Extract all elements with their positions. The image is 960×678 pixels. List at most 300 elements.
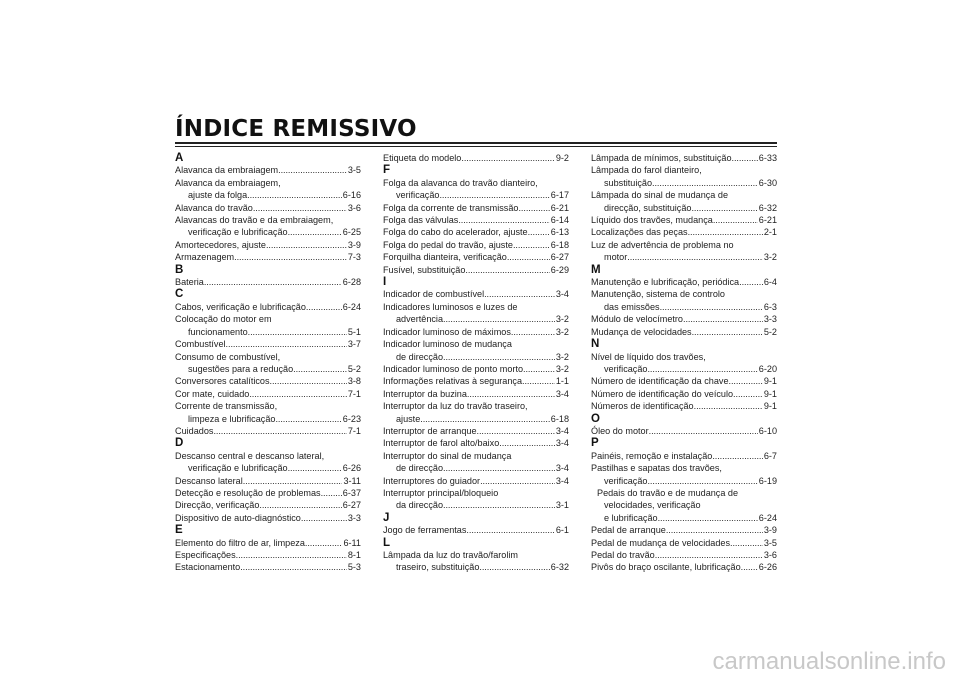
- dot-leader: [253, 202, 347, 214]
- index-entry-text: Indicador luminoso de mudança: [383, 339, 512, 350]
- index-entry: [591, 425, 777, 437]
- index-entry-text: Lâmpada de mínimos, substituição: [591, 153, 732, 163]
- index-entry: [383, 214, 569, 226]
- index-column-1: [175, 152, 361, 574]
- index-entry-page: 3-9: [763, 525, 777, 536]
- index-entry-page: 5-3: [347, 562, 361, 573]
- index-entry-text: Número de identificação da chave: [591, 376, 729, 387]
- index-entry-text: Estacionamento: [175, 562, 241, 573]
- index-entry: [591, 226, 777, 238]
- index-letter-heading: M: [591, 263, 601, 276]
- index-entry-text: Número de identificação do veículo: [591, 388, 734, 399]
- index-entry: [175, 425, 361, 437]
- index-entry-page: 7-1: [347, 388, 361, 399]
- index-letter-heading: L: [383, 536, 391, 549]
- dot-leader: [226, 338, 347, 350]
- index-entry-text: Elemento do filtro de ar, limpeza: [175, 537, 305, 548]
- index-entry-text: velocidades, verificação: [604, 500, 701, 511]
- index-entry-page: 6-27: [342, 500, 361, 511]
- index-entry-text: verificação e lubrificação: [188, 227, 288, 238]
- index-entry-text: Cor mate, cuidado: [175, 388, 250, 399]
- index-entry-text: Óleo do motor: [591, 425, 649, 436]
- index-entry: [591, 313, 777, 325]
- index-entry-text: Módulo de velocímetro: [591, 314, 683, 325]
- dot-leader: [499, 437, 555, 449]
- index-entry-page: 7-1: [347, 425, 361, 436]
- index-entry: [175, 177, 361, 202]
- index-entry-page: 3-6: [763, 550, 777, 560]
- index-entry-page: 6-23: [342, 413, 361, 424]
- index-entry-text: Fusível, substituição: [383, 264, 466, 275]
- index-entry-text: Pedal de arranque: [591, 525, 666, 536]
- index-entry-text: Interruptor da luz do travão traseiro,: [383, 401, 528, 412]
- index-entry: [175, 375, 361, 387]
- index-entry-text: verificação: [396, 190, 440, 201]
- index-entry: [383, 425, 569, 437]
- index-entry: [591, 276, 777, 288]
- index-entry-page: 6-32: [550, 562, 569, 573]
- index-entry: [383, 239, 569, 251]
- index-entry-text: Painéis, remoção e instalação: [591, 450, 713, 461]
- index-entry: [383, 437, 569, 449]
- index-entry-text: Corrente de transmissão,: [175, 401, 278, 412]
- index-entry-text: Forquilha dianteira, verificação: [383, 252, 507, 263]
- index-entry-text: Pedal do travão: [591, 550, 655, 560]
- dot-leader: [513, 239, 550, 251]
- index-entry-text: Interruptor da buzina: [383, 388, 467, 399]
- index-entry-text: Cuidados: [175, 425, 214, 436]
- index-entry: [591, 152, 777, 164]
- index-entry-text: Descanso lateral: [175, 475, 243, 486]
- index-entry-page: 3-4: [555, 425, 569, 436]
- index-column-2: [383, 152, 569, 574]
- index-entry-page: 3-4: [555, 289, 569, 300]
- index-entry: [175, 276, 361, 288]
- index-entry-page: 3-2: [555, 314, 569, 325]
- index-entry-text: Interruptor do sinal de mudança: [383, 450, 512, 461]
- index-entry: [383, 375, 569, 387]
- index-entry-text: Lâmpada da luz do travão/farolim: [383, 550, 518, 560]
- index-entry: [175, 561, 361, 573]
- index-letter-heading: B: [175, 263, 184, 276]
- dot-leader: [741, 561, 758, 573]
- index-entry-text: Descanso central e descanso lateral,: [175, 450, 325, 461]
- index-entry-page: 6-1: [555, 525, 569, 536]
- dot-leader: [647, 475, 757, 487]
- index-entry-page: 6-20: [758, 363, 777, 374]
- dot-leader: [652, 177, 758, 189]
- index-entry-page: 6-14: [550, 215, 569, 226]
- index-entry-page: 3-2: [555, 326, 569, 337]
- dot-leader: [511, 326, 555, 338]
- dot-leader: [439, 189, 549, 201]
- index-entry-page: 3-4: [555, 475, 569, 486]
- index-entry-text: de direcção: [396, 351, 444, 362]
- index-entry: [591, 561, 777, 573]
- index-entry: [591, 400, 777, 412]
- index-entry-text: da direcção: [396, 500, 444, 511]
- dot-leader: [243, 475, 343, 487]
- index-entry-text: Folga do cabo do acelerador, ajuste: [383, 227, 528, 238]
- index-entry-text: Números de identificação: [591, 401, 694, 412]
- index-entry: [591, 214, 777, 226]
- dot-leader: [443, 462, 555, 474]
- index-entry: [383, 301, 569, 326]
- index-entry-page: 3-3: [763, 314, 777, 325]
- index-entry-page: 3-7: [347, 339, 361, 350]
- index-entry-page: 6-21: [550, 202, 569, 213]
- index-entry: [175, 487, 361, 499]
- index-entry-page: 6-4: [763, 277, 777, 288]
- dot-leader: [443, 499, 555, 511]
- index-entry-text: Folga da corrente de transmissão: [383, 202, 519, 213]
- index-entry-page: 6-3: [763, 301, 777, 312]
- index-entry-text: Jogo de ferramentas: [383, 525, 467, 536]
- dot-leader: [692, 326, 763, 338]
- dot-leader: [732, 152, 758, 164]
- index-entry-text: ajuste: [396, 413, 421, 424]
- dot-leader: [249, 388, 347, 400]
- index-entry-page: 3-6: [347, 202, 361, 213]
- index-entry-text: Interruptor de farol alto/baixo: [383, 438, 500, 449]
- index-entry: [383, 549, 569, 574]
- dot-leader: [270, 375, 347, 387]
- index-entry: [591, 462, 777, 487]
- index-letter-heading: E: [175, 524, 183, 537]
- index-entry-page: 6-32: [758, 202, 777, 213]
- dot-leader: [278, 164, 347, 176]
- index-entry: [383, 524, 569, 536]
- index-entry-text: Consumo de combustível,: [175, 351, 281, 362]
- index-entry-text: Informações relativas à segurança: [383, 376, 523, 387]
- index-entry: [591, 239, 777, 264]
- index-entry-text: Direcção, verificação: [175, 500, 260, 511]
- index-entry: [591, 537, 777, 549]
- index-entry: [175, 351, 361, 376]
- dot-leader: [306, 301, 342, 313]
- dot-leader: [443, 351, 555, 363]
- dot-leader: [204, 276, 342, 288]
- dot-leader: [518, 202, 549, 214]
- dot-leader: [507, 251, 550, 263]
- index-entry: [383, 338, 569, 363]
- dot-leader: [479, 561, 549, 573]
- dot-leader: [691, 202, 757, 214]
- index-entry-text: Bateria: [175, 277, 204, 288]
- index-entry-text: Manutenção e lubrificação, periódica: [591, 277, 740, 288]
- index-entry-page: 3-3: [347, 512, 361, 523]
- index-entry: [175, 512, 361, 524]
- index-entry-page: 5-1: [347, 326, 361, 337]
- index-entry-page: 6-16: [342, 190, 361, 201]
- index-entry-page: 6-33: [758, 153, 777, 163]
- index-entry-page: 6-11: [343, 537, 361, 548]
- index-entry-page: 6-27: [550, 252, 569, 263]
- index-entry-text: Detecção e resolução de problemas: [175, 487, 321, 498]
- index-entry: [591, 288, 777, 313]
- dot-leader: [688, 226, 763, 238]
- title-rule-thin: [175, 146, 777, 147]
- dot-leader: [523, 363, 555, 375]
- index-letter-heading: C: [175, 288, 184, 301]
- index-entry-text: Localizações das peças: [591, 227, 688, 238]
- dot-leader: [420, 413, 550, 425]
- index-entry-text: Indicadores luminosos e luzes de: [383, 301, 518, 312]
- dot-leader: [248, 326, 347, 338]
- index-entry-page: 6-25: [342, 227, 361, 238]
- index-entry-text: limpeza e lubrificação: [188, 413, 276, 424]
- index-entry: [591, 450, 777, 462]
- index-entry-text: Colocação do motor em: [175, 314, 272, 325]
- index-entry-text: Folga da alavanca do travão dianteiro,: [383, 177, 538, 188]
- index-entry: [591, 351, 777, 376]
- index-entry-text: Especificações: [175, 550, 236, 560]
- index-entry-text: advertência: [396, 314, 444, 325]
- dot-leader: [321, 487, 342, 499]
- index-entry-text: Pedal de mudança de velocidades: [591, 537, 731, 548]
- index-entry: [383, 400, 569, 425]
- index-entry: [175, 549, 361, 561]
- index-entry: [591, 375, 777, 387]
- dot-leader: [729, 375, 763, 387]
- index-entry-text: ajuste da folga: [188, 190, 248, 201]
- index-entry-page: 5-2: [763, 326, 777, 337]
- index-entry-text: Conversores catalíticos: [175, 376, 270, 387]
- page-title: ÍNDICE REMISSIVO: [175, 116, 417, 142]
- index-entry-text: Pivôs do braço oscilante, lubrificação: [591, 562, 741, 573]
- index-entry-text: Cabos, verificação e lubrificação: [175, 301, 306, 312]
- dot-leader: [293, 363, 347, 375]
- index-entry-text: Folga do pedal do travão, ajuste: [383, 239, 513, 250]
- dot-leader: [240, 561, 347, 573]
- index-entry-page: 3-4: [555, 388, 569, 399]
- index-entry-page: 3-4: [555, 463, 569, 474]
- index-letter-heading: A: [175, 152, 184, 164]
- index-entry-text: Armazenagem: [175, 252, 235, 263]
- index-entry-page: 6-19: [758, 475, 777, 486]
- index-entry-page: 2-1: [763, 227, 777, 238]
- dot-leader: [647, 363, 757, 375]
- index-entry-text: e lubrificação: [604, 512, 658, 523]
- dot-leader: [522, 375, 555, 387]
- dot-leader: [236, 549, 347, 561]
- index-entry-page: 3-5: [347, 165, 361, 176]
- index-entry-text: Alavanca do travão: [175, 202, 253, 213]
- dot-leader: [458, 214, 549, 226]
- index-entry: [383, 326, 569, 338]
- index-entry-page: 6-24: [342, 301, 361, 312]
- index-entry: [175, 164, 361, 176]
- index-entry: [383, 487, 569, 512]
- index-entry-page: 3-2: [555, 351, 569, 362]
- index-entry-text: Dispositivo de auto-diagnóstico: [175, 512, 301, 523]
- index-entry-page: 6-37: [342, 487, 361, 498]
- dot-leader: [247, 189, 342, 201]
- index-entry: [591, 487, 777, 524]
- index-entry-text: Mudança de velocidades: [591, 326, 692, 337]
- index-entry-page: 9-1: [763, 401, 777, 412]
- index-entry: [175, 301, 361, 313]
- index-entry-page: 6-29: [550, 264, 569, 275]
- index-entry-page: 6-13: [550, 227, 569, 238]
- index-entry-text: Pastilhas e sapatas dos travões,: [591, 463, 722, 474]
- index-entry-text: Alavanca da embraiagem,: [175, 177, 281, 188]
- dot-leader: [466, 524, 554, 536]
- index-letter-heading: I: [383, 276, 387, 289]
- index-entry: [383, 177, 569, 202]
- index-entry: [383, 152, 569, 164]
- index-entry-text: Amortecedores, ajuste: [175, 239, 266, 250]
- dot-leader: [655, 549, 763, 561]
- index-entry-text: Nível de líquido dos travões,: [591, 351, 706, 362]
- index-entry-text: verificação: [604, 363, 648, 374]
- index-entry-page: 6-17: [550, 190, 569, 201]
- index-entry-text: motor: [604, 252, 628, 263]
- index-letter-heading: N: [591, 338, 600, 351]
- index-entry-page: 8-1: [347, 550, 361, 560]
- index-entry-page: 5-2: [347, 363, 361, 374]
- index-entry: [175, 338, 361, 350]
- index-entry: [175, 475, 361, 487]
- index-column-3: [591, 152, 777, 574]
- index-entry-text: sugestões para a redução: [188, 363, 294, 374]
- index-entry: [383, 363, 569, 375]
- index-entry-text: Interruptor principal/bloqueio: [383, 487, 499, 498]
- dot-leader: [461, 152, 554, 164]
- dot-leader: [666, 524, 763, 536]
- index-entry: [591, 549, 777, 561]
- index-entry-page: 6-18: [550, 413, 569, 424]
- dot-leader: [660, 301, 763, 313]
- index-entry-page: 6-18: [550, 239, 569, 250]
- index-entry-page: 6-28: [342, 277, 361, 288]
- watermark: carmanualsonline.info: [712, 648, 946, 675]
- index-entry: [591, 189, 777, 214]
- title-rule-thick: [175, 142, 777, 144]
- index-entry: [383, 251, 569, 263]
- dot-leader: [528, 226, 550, 238]
- dot-leader: [213, 425, 346, 437]
- index-entry-text: verificação e lubrificação: [188, 463, 288, 474]
- index-entry-page: 9-1: [763, 388, 777, 399]
- index-entry: [383, 202, 569, 214]
- index-entry: [383, 450, 569, 475]
- index-entry-text: Alavancas do travão e da embraiagem,: [175, 215, 334, 226]
- index-entry-text: Lâmpada do farol dianteiro,: [591, 165, 702, 176]
- index-entry: [175, 313, 361, 338]
- index-entry-text: direcção, substituição: [604, 202, 692, 213]
- index-entry-text: Interruptores do guiador: [383, 475, 481, 486]
- dot-leader: [465, 264, 549, 276]
- index-letter-heading: P: [591, 437, 599, 450]
- index-entry-page: 3-2: [555, 363, 569, 374]
- index-entry-text: traseiro, substituição: [396, 562, 480, 573]
- index-entry-text: de direcção: [396, 463, 444, 474]
- dot-leader: [305, 537, 343, 549]
- dot-leader: [467, 388, 555, 400]
- index-letter-heading: D: [175, 437, 184, 450]
- dot-leader: [259, 499, 341, 511]
- index-entry-page: 6-7: [763, 450, 777, 461]
- index-entry-page: 6-26: [758, 562, 777, 573]
- index-entry-page: 3-2: [763, 252, 777, 263]
- index-entry-text: Combustível: [175, 339, 226, 350]
- index-entry-page: 6-21: [758, 215, 777, 226]
- index-entry-text: Folga das válvulas: [383, 215, 459, 226]
- dot-leader: [649, 425, 758, 437]
- index-entry-text: Alavanca da embraiagem: [175, 165, 279, 176]
- index-entry: [175, 499, 361, 511]
- dot-leader: [480, 475, 555, 487]
- index-entry-text: Luz de advertência de problema no: [591, 239, 734, 250]
- dot-leader: [683, 313, 763, 325]
- index-entry-text: Pedais do travão e de mudança de: [597, 487, 739, 498]
- index-entry: [175, 251, 361, 263]
- dot-leader: [275, 413, 341, 425]
- index-entry: [383, 264, 569, 276]
- index-entry: [591, 164, 777, 189]
- index-entry-text: Etiqueta do modelo: [383, 153, 462, 163]
- index-letter-heading: F: [383, 164, 391, 177]
- index-entry-text: das emissões: [604, 301, 660, 312]
- dot-leader: [730, 537, 763, 549]
- dot-leader: [288, 226, 342, 238]
- dot-leader: [443, 313, 555, 325]
- dot-leader: [234, 251, 347, 263]
- index-entry-text: verificação: [604, 475, 648, 486]
- dot-leader: [713, 214, 758, 226]
- index-entry-page: 6-30: [758, 177, 777, 188]
- dot-leader: [301, 512, 347, 524]
- index-letter-heading: J: [383, 511, 390, 524]
- dot-leader: [739, 276, 763, 288]
- index-entry: [383, 288, 569, 300]
- index-entry: [175, 202, 361, 214]
- index-entry-page: 3-9: [347, 239, 361, 250]
- dot-leader: [288, 462, 342, 474]
- dot-leader: [627, 251, 763, 263]
- index-entry-text: Interruptor de arranque: [383, 425, 477, 436]
- index-entry-page: 3-4: [555, 438, 569, 449]
- index-entry-page: 3-5: [763, 537, 777, 548]
- dot-leader: [484, 288, 555, 300]
- index-entry: [383, 475, 569, 487]
- index-entry: [591, 326, 777, 338]
- index-entry: [175, 239, 361, 251]
- index-entry: [175, 450, 361, 475]
- index-entry-text: funcionamento: [188, 326, 248, 337]
- index-entry-text: Indicador de combustível: [383, 289, 485, 300]
- index-letter-heading: O: [591, 412, 600, 425]
- dot-leader: [694, 400, 763, 412]
- dot-leader: [712, 450, 763, 462]
- index-entry: [175, 388, 361, 400]
- index-entry: [175, 400, 361, 425]
- index-entry-text: Líquido dos travões, mudança: [591, 215, 713, 226]
- index-entry-page: 3-1: [555, 500, 569, 511]
- dot-leader: [733, 388, 763, 400]
- index-entry: [591, 524, 777, 536]
- index-entry-page: 1-1: [555, 376, 569, 387]
- index-entry-text: Manutenção, sistema de controlo: [591, 289, 725, 300]
- index-entry-page: 3-11: [343, 475, 361, 486]
- dot-leader: [477, 425, 555, 437]
- index-entry: [591, 388, 777, 400]
- index-entry-page: 6-24: [758, 512, 777, 523]
- index-entry-text: Indicador luminoso de ponto morto: [383, 363, 524, 374]
- index-entry-text: Indicador luminoso de máximos: [383, 326, 511, 337]
- dot-leader: [658, 512, 758, 524]
